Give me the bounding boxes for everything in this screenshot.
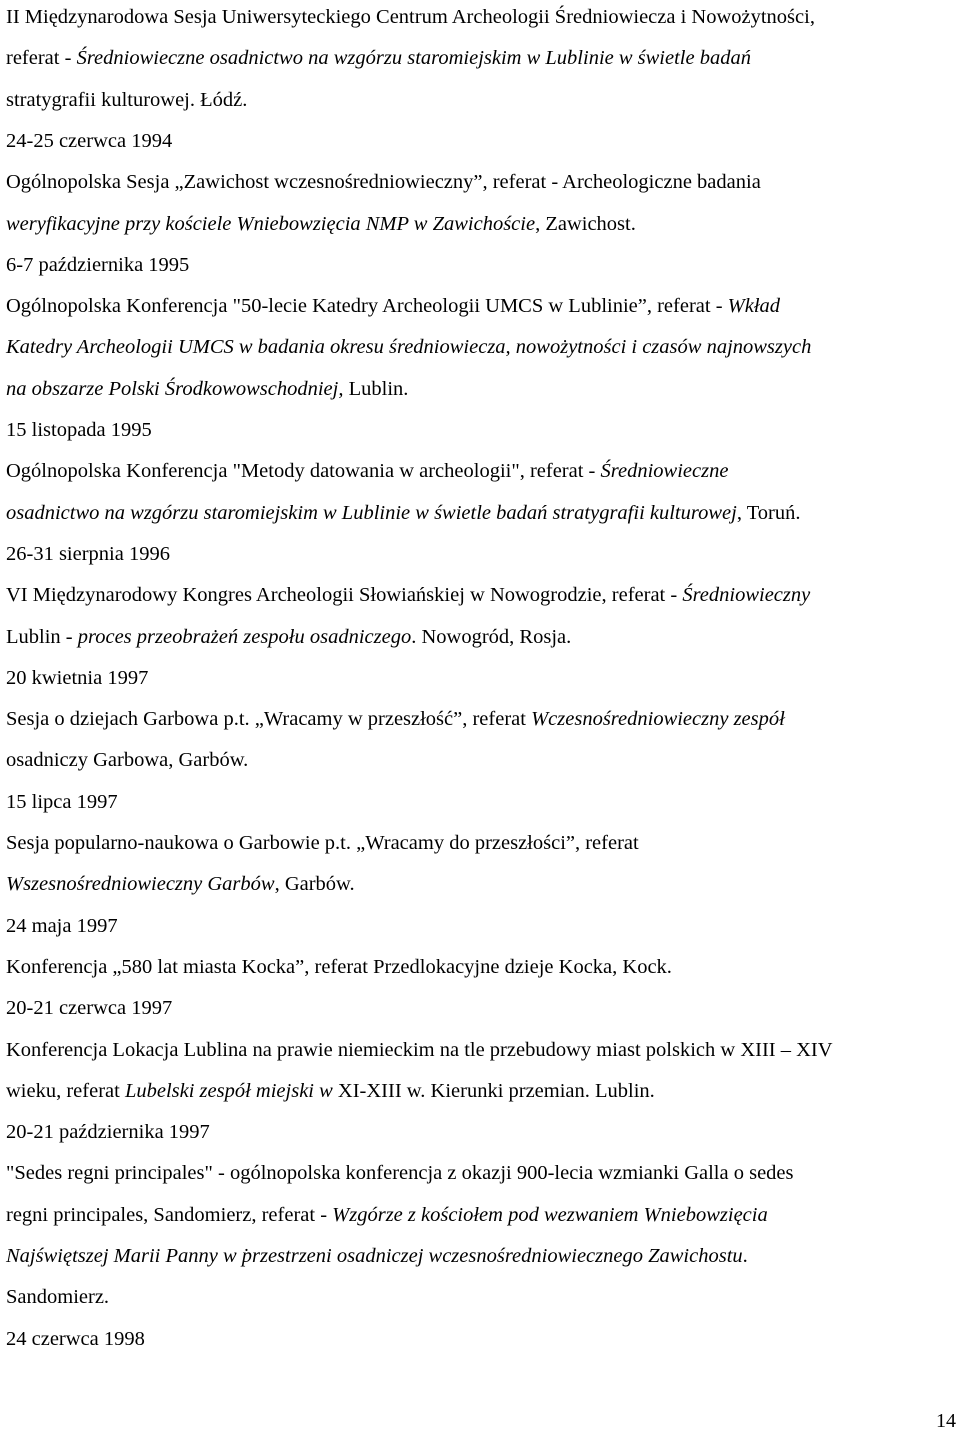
text-line	[6, 1283, 109, 1311]
text-line	[6, 44, 751, 72]
text-line	[6, 912, 118, 940]
italic-text: Średniowieczne osadnictwo na wzgórzu staromiejskim w Lublinie w świetle badań	[76, 47, 751, 70]
text-line	[6, 1036, 833, 1064]
text-segment: "Sedes regni principales" - ogólnopolska konferencja z okazji 900-lecia wzmianki Galla o sedes	[6, 1162, 794, 1185]
italic-text: Wzgórze z kościołem pod wezwaniem Wniebowzięcia	[332, 1203, 768, 1226]
text-line	[6, 623, 571, 651]
italic-text: proces przeobrażeń zespołu osadniczego	[77, 625, 412, 648]
italic-text: Najświętszej Marii Panny w ̇przestrzeni osadniczej wczesnośredniowiecznego Zawichostu	[6, 1245, 743, 1267]
text-line	[6, 788, 118, 816]
text-line	[6, 870, 355, 898]
text-segment: 6-7 października 1995	[6, 253, 190, 276]
text-segment: 24 maja 1997	[6, 914, 118, 937]
text-segment: wieku, referat	[6, 1079, 125, 1102]
italic-text: Wczesnośredniowieczny zespół	[531, 708, 785, 731]
text-line	[6, 3, 815, 31]
text-segment: Sesja popularno-naukowa o Garbowie p.t. „Wracamy do przeszłości”, referat	[6, 832, 639, 854]
text-line	[6, 953, 672, 981]
text-line	[6, 375, 408, 403]
text-segment: Lublin.	[343, 377, 409, 400]
text-line	[6, 1242, 748, 1270]
text-segment: stratygrafii kulturowej. Łódź.	[6, 88, 248, 111]
text-segment: Konferencja Lokacja Lublina na prawie niemieckim na tle przebudowy miast polskich w XIII – XIV	[6, 1038, 833, 1061]
text-segment: 24-25 czerwca 1994	[6, 129, 173, 152]
text-segment: XI-XIII w. Kierunki przemian. Lublin.	[332, 1079, 655, 1102]
italic-text: osadnictwo na wzgórzu staromiejskim w Lublinie w świetle badań stratygrafii kulturowej	[6, 501, 737, 524]
text-segment: , Toruń.	[736, 501, 801, 524]
text-segment: referat -	[6, 47, 77, 70]
italic-text: Średniowieczne	[600, 460, 729, 483]
text-segment: 20-21 października 1997	[6, 1121, 210, 1144]
text-line	[6, 416, 152, 444]
italic-text: na obszarze Polski Środkowowschodniej,	[6, 377, 344, 400]
text-segment: 15 lipca 1997	[6, 790, 118, 813]
page-number: 14	[936, 1410, 956, 1432]
text-segment: . Nowogród, Rosja.	[411, 625, 572, 648]
text-segment: Konferencja „580 lat miasta Kocka”, referat Przedlokacyjne dzieje Kocka, Kock.	[6, 955, 672, 978]
text-line	[6, 168, 761, 196]
text-line	[6, 746, 248, 774]
text-line	[6, 581, 810, 609]
text-segment: Sesja o dziejach Garbowa p.t. „Wracamy w przeszłość”, referat	[6, 708, 532, 731]
text-segment: 15 listopada 1995	[6, 419, 152, 441]
text-line	[6, 705, 785, 733]
text-line	[6, 86, 247, 114]
text-line	[6, 664, 148, 692]
italic-text: Wszesnośredniowieczny Garbów	[6, 873, 275, 896]
text-line	[6, 994, 172, 1022]
italic-text: Wkład	[727, 295, 781, 318]
text-line	[6, 333, 811, 361]
text-segment: 24 czerwca 1998	[6, 1327, 145, 1350]
text-segment: Ogólnopolska Konferencja "50-lecie Katedry Archeologii UMCS w Lublinie”, referat -	[6, 295, 728, 318]
text-line	[6, 1325, 145, 1353]
text-segment: Lublin -	[6, 625, 78, 648]
text-segment: osadniczy Garbowa, Garbów.	[6, 749, 249, 772]
text-segment: VI Międzynarodowy Kongres Archeologii Słowiańskiej w Nowogrodzie, referat -	[6, 584, 683, 607]
text-line	[6, 292, 780, 320]
text-segment: 20 kwietnia 1997	[6, 666, 149, 689]
text-segment: , Garbów.	[274, 873, 355, 896]
text-line	[6, 210, 636, 238]
text-line	[6, 829, 639, 857]
text-segment: Sandomierz.	[6, 1286, 110, 1309]
text-segment: II Międzynarodowa Sesja Uniwersyteckiego Centrum Archeologii Średniowiecza i Nowożytności,	[6, 6, 815, 28]
text-line	[6, 1077, 655, 1105]
italic-text: Katedry Archeologii UMCS w badania okresu średniowiecza, nowożytności i czasów najnowszych	[6, 336, 812, 359]
text-segment: , Zawichost.	[535, 212, 636, 235]
text-segment: .	[742, 1245, 748, 1267]
text-line	[6, 540, 170, 568]
text-segment: 26-31 sierpnia 1996	[6, 542, 170, 565]
text-line	[6, 457, 728, 485]
text-segment: regni principales, Sandomierz, referat -	[6, 1203, 333, 1226]
text-segment: Ogólnopolska Sesja „Zawichost wczesnośredniowieczny”, referat - Archeologiczne badania	[6, 171, 761, 194]
italic-text: Średniowieczny	[682, 584, 811, 607]
text-line	[6, 127, 172, 155]
text-line	[6, 251, 189, 279]
text-segment: 20-21 czerwca 1997	[6, 997, 173, 1020]
italic-text: weryfikacyjne przy kościele Wniebowzięcia NMP w Zawichoście	[6, 212, 536, 235]
text-line	[6, 499, 801, 527]
text-line	[6, 1118, 210, 1146]
text-line	[6, 1159, 794, 1187]
text-line	[6, 1201, 768, 1229]
italic-text: Lubelski zespół miejski w	[124, 1079, 333, 1102]
text-segment: Ogólnopolska Konferencja "Metody datowania w archeologii", referat -	[6, 460, 601, 483]
